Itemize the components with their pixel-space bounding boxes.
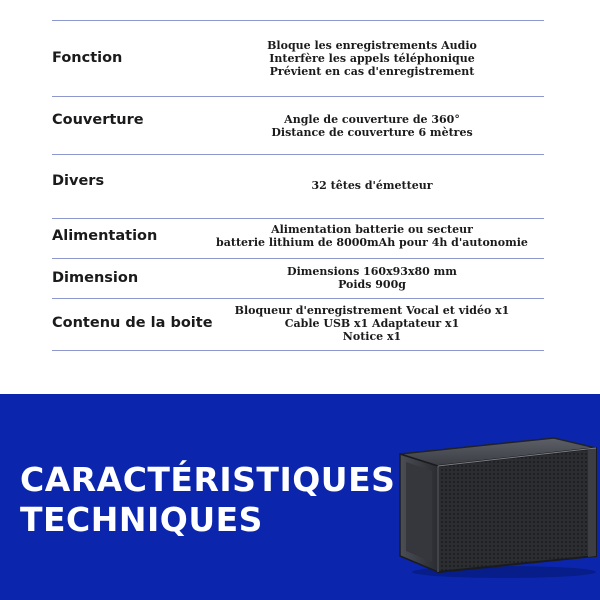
row-label-couverture: Couverture (52, 112, 144, 128)
value-line: Angle de couverture de 360° (284, 113, 460, 126)
title-banner (0, 394, 600, 600)
row-label-dimension: Dimension (52, 270, 139, 286)
row-value-divers (207, 179, 537, 192)
divider (52, 350, 544, 351)
value-line: Poids 900g (338, 278, 406, 291)
row-label-divers: Divers (52, 173, 105, 189)
value-line: Bloque les enregistrements Audio (267, 39, 477, 52)
divider (52, 96, 544, 97)
row-value-contenu (207, 304, 537, 343)
banner-title-line: CARACTÉRISTIQUES (20, 460, 396, 499)
row-value-fonction (207, 39, 537, 78)
product-image (392, 432, 600, 580)
divider (52, 258, 544, 259)
divider (52, 20, 544, 21)
value-line: batterie lithium de 8000mAh pour 4h d'autonomie (216, 236, 528, 249)
banner-title-line: TECHNIQUES (20, 500, 263, 539)
value-line: Dimensions 160x93x80 mm (287, 265, 457, 278)
value-line: Interfère les appels téléphonique (269, 52, 475, 65)
divider (52, 298, 544, 299)
value-line: Bloqueur d'enregistrement Vocal et vidéo x1 (234, 304, 510, 317)
specs-table (52, 18, 544, 352)
divider (52, 154, 544, 155)
value-line: Distance de couverture 6 mètres (271, 126, 473, 139)
row-value-alimentation (207, 223, 537, 249)
value-line: Cable USB x1 Adaptateur x1 (284, 317, 460, 330)
row-value-couverture (207, 113, 537, 139)
value-line: Notice x1 (342, 330, 402, 343)
value-line: Alimentation batterie ou secteur (271, 223, 473, 236)
row-label-fonction: Fonction (52, 50, 123, 66)
banner-title (20, 460, 395, 540)
divider (52, 218, 544, 219)
value-line: 32 têtes d'émetteur (311, 179, 433, 192)
row-label-contenu: Contenu de la boite (52, 315, 213, 331)
row-label-alimentation: Alimentation (52, 228, 158, 244)
value-line: Prévient en cas d'enregistrement (269, 65, 475, 78)
row-value-dimension (207, 265, 537, 291)
